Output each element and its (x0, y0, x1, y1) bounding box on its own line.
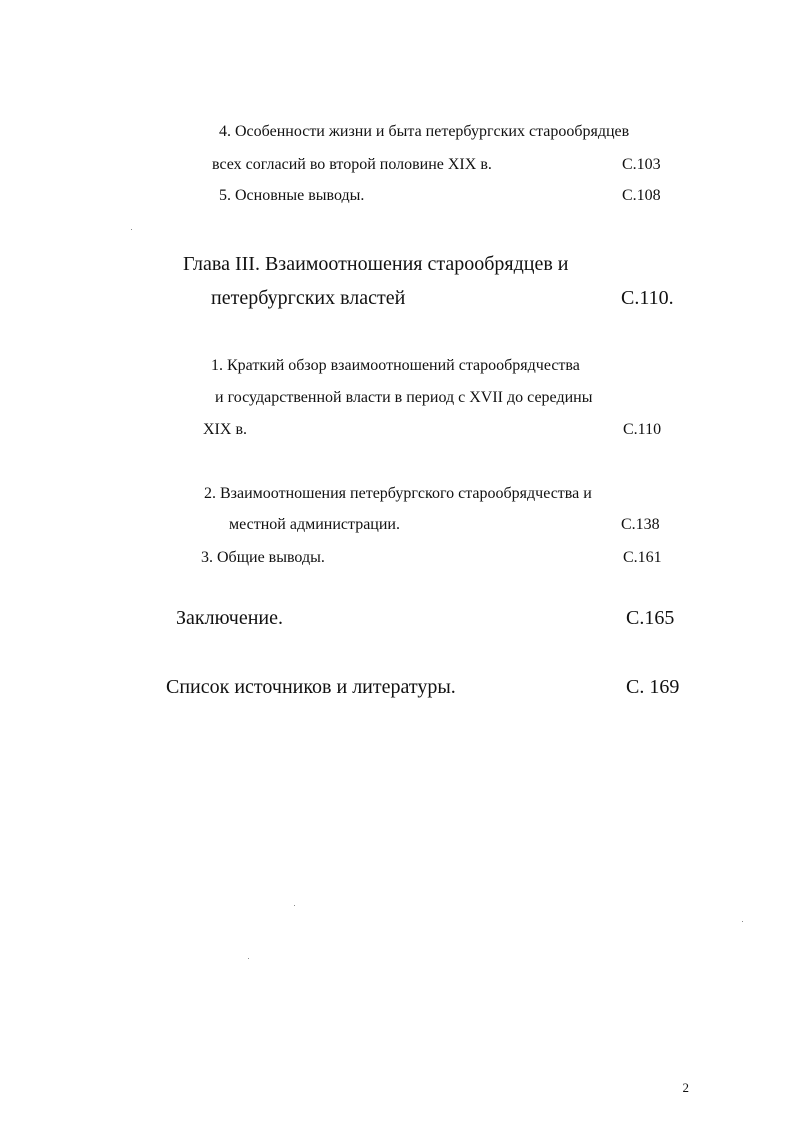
toc-ch3-item3-label: 3. Общие выводы. (201, 549, 325, 566)
toc-conclusion-label: Заключение. (176, 607, 283, 629)
toc-item4-page: С.103 (622, 156, 661, 173)
scan-speck (248, 958, 249, 959)
toc-bibliography-page: С. 169 (626, 676, 680, 698)
toc-item5-label: 5. Основные выводы. (219, 187, 365, 204)
toc-chapter3-line1: Глава III. Взаимоотношения старообрядцев и (183, 253, 569, 275)
toc-item4-line1: 4. Особенности жизни и быта петербургских старообрядцев (219, 123, 630, 140)
scan-speck (294, 905, 295, 906)
scan-speck (131, 229, 132, 230)
toc-item4-line2: всех согласий во второй половине XIX в. (212, 156, 492, 173)
toc-chapter3-line2: петербургских властей (211, 287, 406, 309)
scan-speck (742, 921, 743, 922)
toc-ch3-item3-page: С.161 (623, 549, 662, 566)
toc-ch3-item1-line3: XIX в. (203, 421, 247, 438)
toc-conclusion-page: С.165 (626, 607, 675, 629)
toc-ch3-item1-line1: 1. Краткий обзор взаимоотношений старообрядчества (211, 357, 580, 374)
toc-chapter3-page: С.110. (621, 287, 674, 309)
page-number: 2 (682, 1080, 689, 1095)
toc-ch3-item1-page: С.110 (623, 421, 662, 438)
toc-item5-page: С.108 (622, 187, 661, 204)
toc-ch3-item2-line1: 2. Взаимоотношения петербургского старообрядчества и (204, 485, 592, 502)
toc-bibliography-label: Список источников и литературы. (166, 676, 456, 698)
toc-ch3-item2-line2: местной администрации. (229, 516, 400, 533)
toc-ch3-item2-page: С.138 (621, 516, 660, 533)
toc-ch3-item1-line2: и государственной власти в период с XVII до середины (215, 389, 593, 406)
